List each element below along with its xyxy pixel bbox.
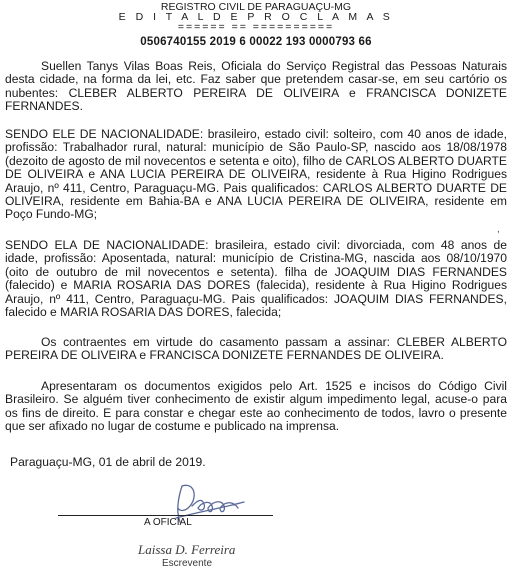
title-underline: ====== == ==========: [177, 21, 335, 33]
signature-line: [58, 515, 273, 516]
names-after-marriage-paragraph: Os contraentes em virtude do casamento passam a assinar: CLEBER ALBERTO PEREIRA DE OLIVEIRA e FRANCISCA DONIZETE FERNANDES DE OLIVEIRA.: [5, 335, 507, 363]
signatory-title: A OFICIAL: [144, 517, 192, 528]
signatory-name-stamp: Laissa D. Ferreira: [138, 542, 236, 557]
bride-paragraph: SENDO ELA DE NACIONALIDADE: brasileira, estado civil: divorciada, com 48 anos de idade, profissão: Aposentada, natural: município de Cristina-MG, nascida aos 08/10/1970 (oito de outubro de mil novecentos e setenta). filha de JOAQUIM DIAS FERNANDES (falecido) e MARIA ROSARIA DAS DORES (falecida), residente à Rua Higino Rodrigues Araujo, nº 411, Centro, Paraguaçu-MG. Pais qualificados: JOAQUIM DIAS FERNANDES, falecido e MARIA ROSARIA DAS DORES, falecida;: [5, 238, 507, 320]
edict-title: E D I T A L D E P R O C L A M A S: [118, 11, 394, 23]
documents-paragraph: Apresentaram os documentos exigidos pelo Art. 1525 e incisos do Código Civil Brasileiro. Se alguém tiver conhecimento de existir algum impedimento legal, acuse-o para os fins de direito. E para constar e chegar este ao conhecimento de todos, lavro o presente que ser afixado no lugar de costume e publicado na imprensa.: [5, 379, 507, 434]
groom-paragraph: SENDO ELE DE NACIONALIDADE: brasileiro, estado civil: solteiro, com 40 anos de idade, profissão: Trabalhador rural, natural: município de São Paulo-SP, nascido aos 18/08/1978 (dezoito de agosto de mil novecentos e setenta e oito), filho de CARLOS ALBERTO DUARTE DE OLIVEIRA e ANA LUCIA PEREIRA DE OLIVEIRA, residente à Rua Higino Rodrigues Araujo, nº 411, Centro, Paraguaçu-MG. Pais qualificados: CARLOS ALBERTO DUARTE DE OLIVEIRA, residente em Bahia-BA e ANA LUCIA PEREIRA DE OLIVEIRA, residente em Poço Fundo-MG;: [5, 127, 507, 222]
registry-title: REGISTRO CIVIL DE PARAGUAÇU-MG: [160, 1, 352, 13]
margin-mark: ,: [497, 224, 500, 235]
signatory-role: Escrevente: [162, 558, 213, 569]
intro-paragraph: Suellen Tanys Vilas Boas Reis, Oficiala do Serviço Registral das Pessoas Naturais desta cidade, na forma da lei, etc. Faz saber que pretendem casar-se, em seu cartório os nubentes: CLEBER ALBERTO PEREIRA DE OLIVEIRA e FRANCISCA DONIZETE FERNANDES.: [5, 59, 507, 114]
document-code: 0506740155 2019 6 00022 193 0000793 66: [140, 36, 372, 48]
place-date: Paraguaçu-MG, 01 de abril de 2019.: [10, 455, 206, 469]
